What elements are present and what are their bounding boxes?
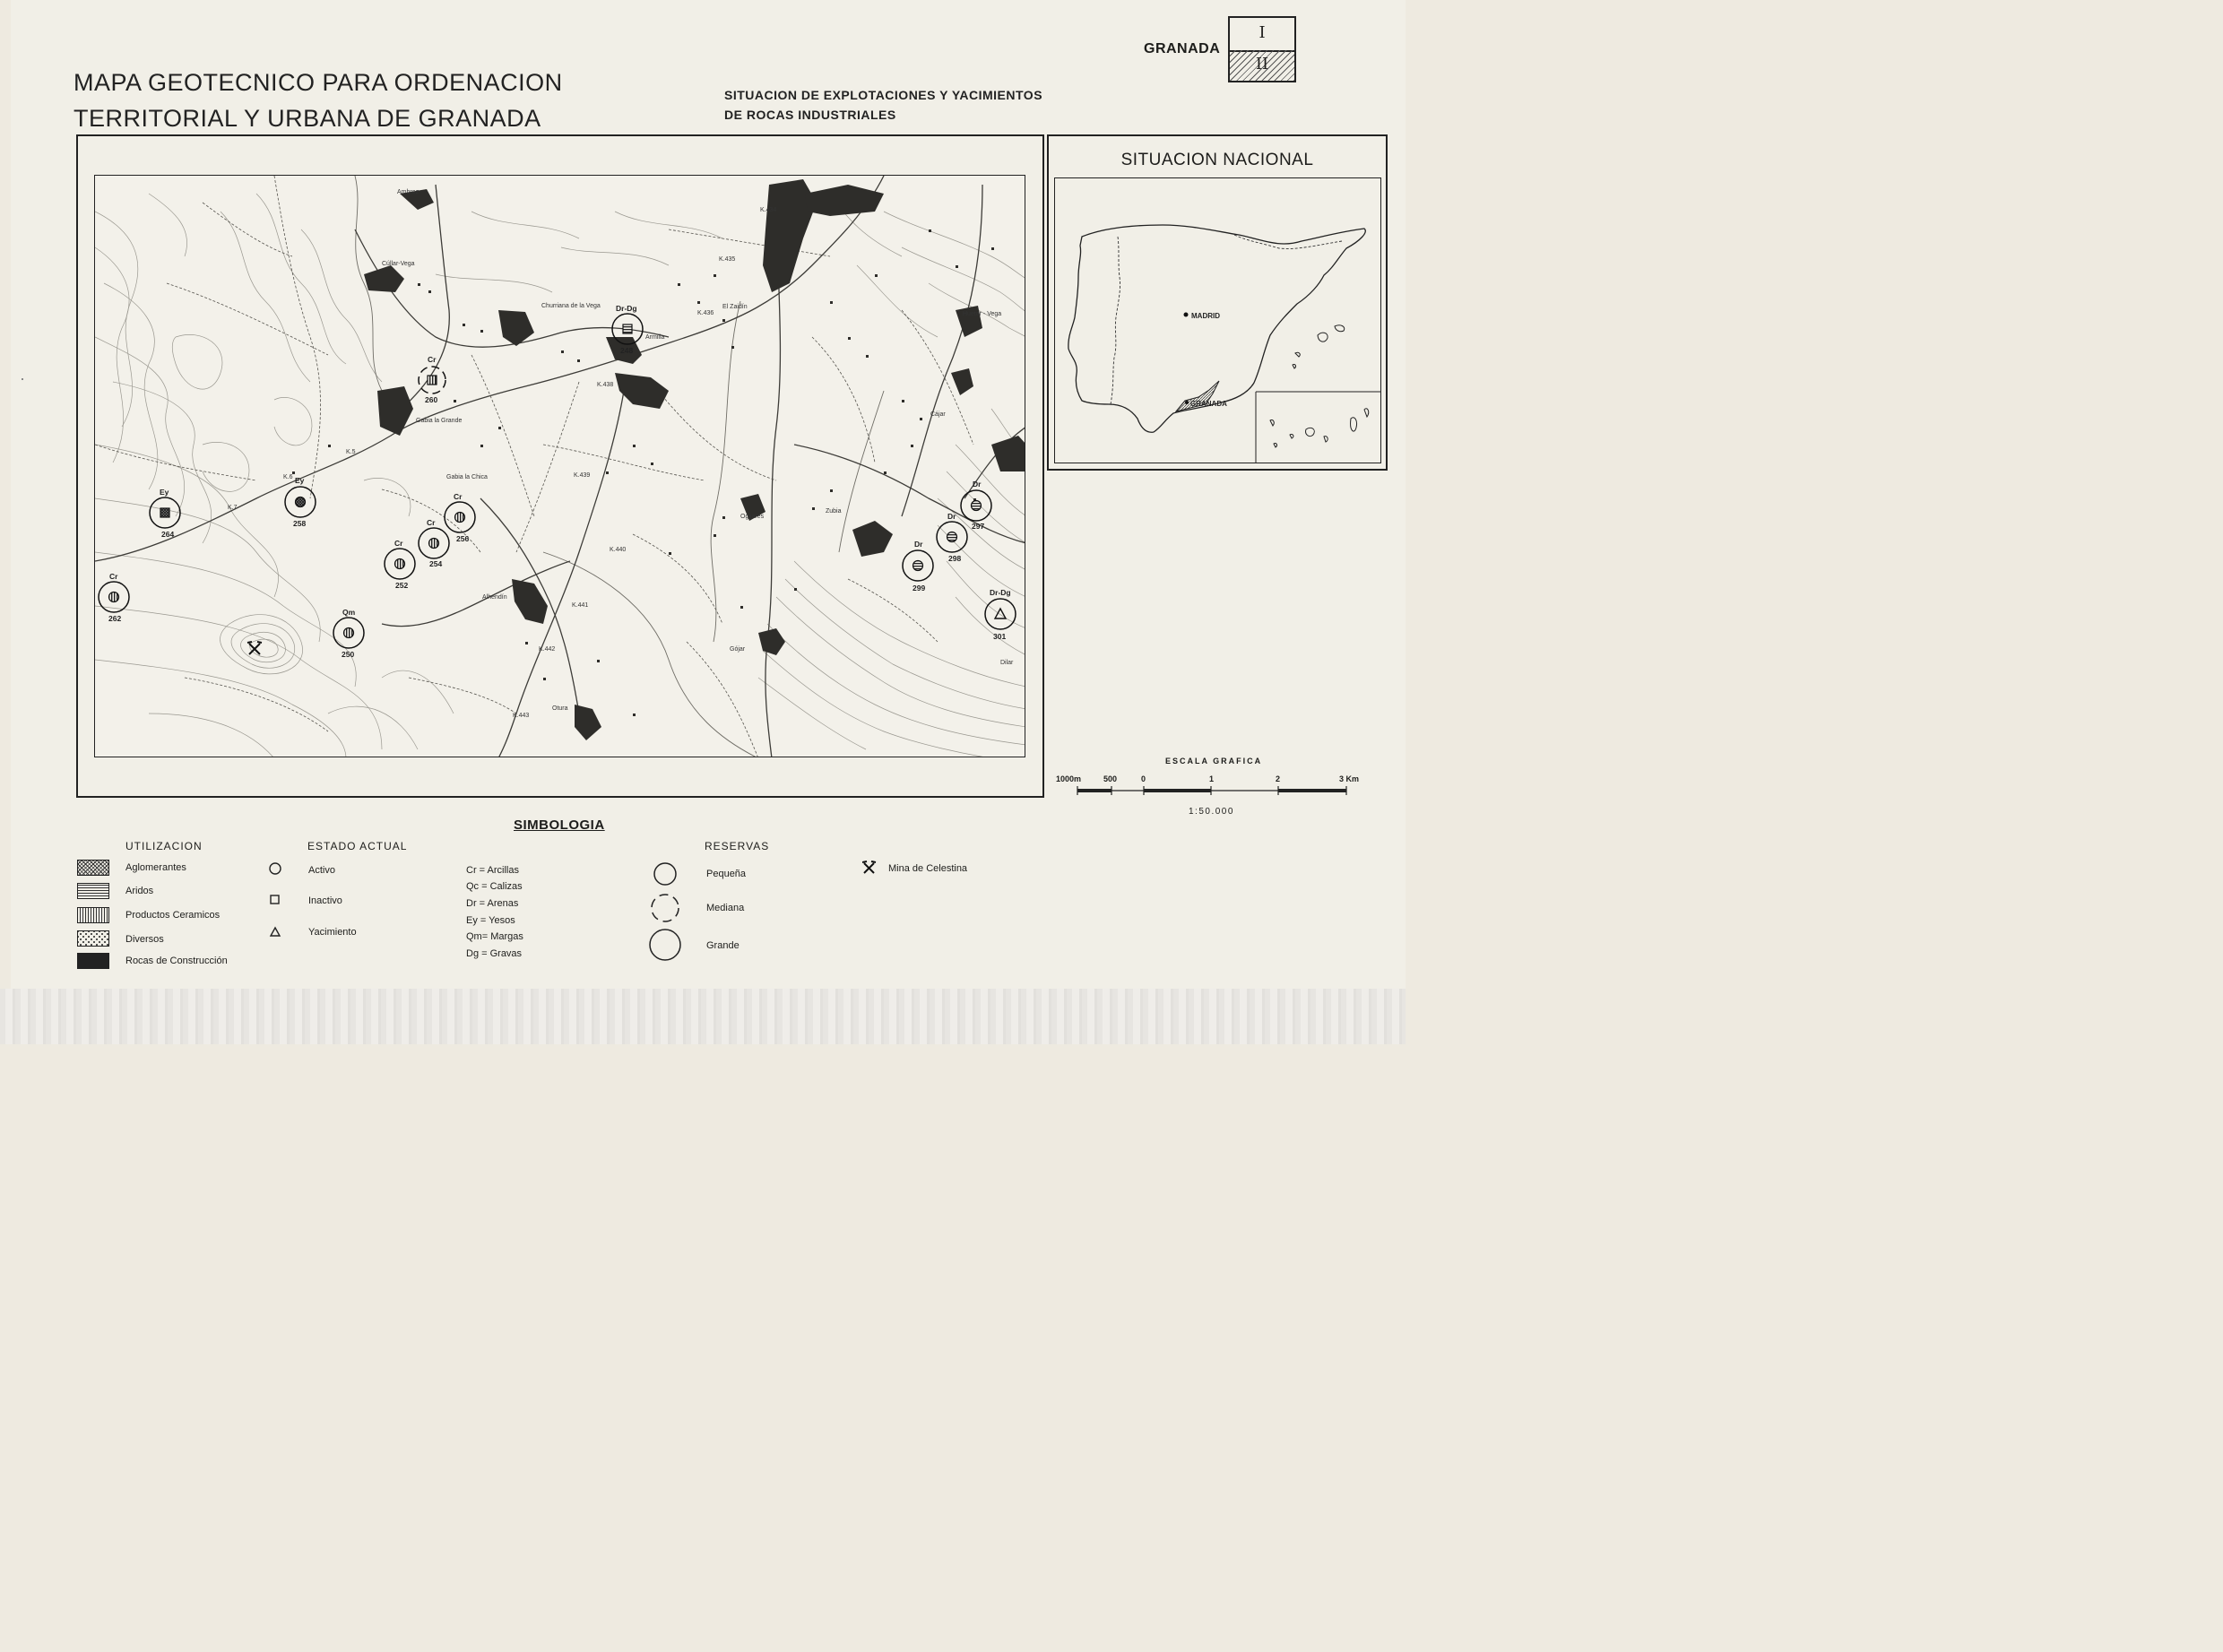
zubia-block xyxy=(852,521,893,557)
label-huetor-vega: Huetor - Vega xyxy=(963,311,1002,317)
subtitle-line1: SITUACION DE EXPLOTACIONES Y YACIMIENTOS xyxy=(724,88,1043,102)
swatch-aglomerantes xyxy=(77,860,109,876)
label-alhendin: Alhendín xyxy=(482,594,507,601)
france-border xyxy=(1234,235,1342,248)
inset-map xyxy=(1054,177,1381,463)
grande-circle-icon xyxy=(650,930,680,960)
legend-inactivo: Inactivo xyxy=(308,895,342,906)
site-262-type: Cr xyxy=(109,572,118,581)
sheet-index-box xyxy=(1228,16,1296,82)
site-248-number: 248 xyxy=(620,346,634,355)
map-subtitle xyxy=(724,85,1042,125)
portugal-border xyxy=(1111,237,1120,404)
legend-yacimiento: Yacimiento xyxy=(308,927,357,938)
label-k435: K.435 xyxy=(719,256,736,263)
abbr-arenas: Dr = Arenas xyxy=(466,898,519,909)
legend-activo: Activo xyxy=(308,865,335,876)
legend-aglomerantes: Aglomerantes xyxy=(125,862,186,873)
site-260[interactable] xyxy=(419,355,445,404)
place-labels xyxy=(228,189,1014,719)
otura-block xyxy=(575,705,601,740)
site-250-number: 250 xyxy=(342,650,355,659)
legend-pequena: Pequeña xyxy=(706,869,747,879)
iberia-map-svg xyxy=(1055,178,1381,463)
legend-reservas-heading: RESERVAS xyxy=(705,840,770,852)
map-title xyxy=(74,65,563,136)
armilla-block-2 xyxy=(615,373,669,409)
site-254-type: Cr xyxy=(427,518,436,527)
site-254-number: 254 xyxy=(429,559,443,568)
site-252-type: Cr xyxy=(394,539,403,548)
legend-grande: Grande xyxy=(706,940,740,951)
site-264-number: 264 xyxy=(161,530,175,539)
site-299-number: 299 xyxy=(913,584,926,592)
canary-islands xyxy=(1270,409,1369,447)
abbr-margas: Qm= Margas xyxy=(466,931,523,942)
canary-box xyxy=(1256,392,1381,463)
label-cajar: Cájar xyxy=(930,411,946,418)
inactivo-square-icon xyxy=(271,895,279,904)
granada-north-block xyxy=(805,185,884,216)
site-297-type: Dr xyxy=(973,480,982,489)
rivers xyxy=(355,176,884,757)
abbr-gravas: Dg = Gravas xyxy=(466,948,523,959)
label-gabia-chica: Gabia la Chica xyxy=(446,474,488,480)
legend-utilizacion-heading: UTILIZACION xyxy=(125,840,203,852)
site-252[interactable] xyxy=(385,539,415,590)
site-260-type: Cr xyxy=(428,355,437,364)
map-title-line1: MAPA GEOTECNICO PARA ORDENACION xyxy=(74,69,563,96)
legend-aridos: Aridos xyxy=(125,886,154,896)
abbr-yesos: Ey = Yesos xyxy=(466,915,515,926)
swatch-aridos xyxy=(77,883,109,899)
label-k443: K.443 xyxy=(513,713,530,719)
legend-diversos: Diversos xyxy=(125,934,164,945)
site-258[interactable] xyxy=(285,476,316,528)
swatch-rocas-construccion xyxy=(77,953,109,969)
pickaxe-icon xyxy=(862,861,877,875)
granada-dot xyxy=(1185,401,1189,404)
yacimiento-triangle-icon xyxy=(271,928,280,936)
label-k438: K.438 xyxy=(597,382,614,388)
label-zubia: Zubia xyxy=(826,508,842,515)
label-k439: K.439 xyxy=(574,472,591,479)
site-301-type: Dr-Dg xyxy=(990,588,1011,597)
site-254[interactable] xyxy=(419,518,449,568)
scale-ratio: 1:50.000 xyxy=(1189,807,1234,817)
swatch-productos-ceramicos xyxy=(77,907,109,923)
site-256-type: Cr xyxy=(454,492,463,501)
subtitle-line2: DE ROCAS INDUSTRIALES xyxy=(724,108,896,122)
pequena-circle-icon xyxy=(654,863,676,885)
label-ambroz: Ambroz xyxy=(397,189,420,195)
label-el-zaidin: El Zaidín xyxy=(722,304,748,310)
scale-tick-3km: 3 Km xyxy=(1339,774,1360,783)
legend-title: SIMBOLOGIA xyxy=(514,817,605,833)
label-otura: Otura xyxy=(552,705,568,712)
roads xyxy=(95,176,1025,757)
site-264-type: Ey xyxy=(160,488,169,497)
legend-productos-ceramicos: Productos Ceramicos xyxy=(125,910,221,921)
swatch-diversos xyxy=(77,930,109,947)
granada-inset-label: GRANADA xyxy=(1190,400,1227,408)
legend-mina-celestina: Mina de Celestina xyxy=(888,863,968,874)
site-262-number: 262 xyxy=(108,614,122,623)
label-k6: K.6 xyxy=(283,474,293,480)
inset-title: SITUACION NACIONAL xyxy=(1120,151,1314,169)
site-299-type: Dr xyxy=(914,540,923,549)
scale-tick-0: 0 xyxy=(1141,774,1146,783)
label-k5: K.5 xyxy=(346,449,356,455)
cullar-vega-block xyxy=(364,265,404,292)
label-churriana: Churriana de la Vega xyxy=(541,303,601,309)
scale-tick-1: 1 xyxy=(1209,774,1215,783)
site-258-type: Ey xyxy=(295,476,305,485)
label-k441: K.441 xyxy=(572,602,589,609)
site-297-number: 297 xyxy=(972,522,985,531)
site-297[interactable] xyxy=(961,480,991,531)
label-k440: K.440 xyxy=(610,547,627,553)
site-256[interactable] xyxy=(445,492,475,543)
site-298[interactable] xyxy=(937,512,967,563)
label-gabia-grande: Gabia la Grande xyxy=(416,418,463,424)
map-title-line2: TERRITORIAL Y URBANA DE GRANADA xyxy=(74,105,541,132)
cajar-block xyxy=(951,368,973,395)
mina-celestina-map-icon xyxy=(247,642,262,654)
mediana-dashed-circle-icon xyxy=(652,895,679,921)
site-256-number: 256 xyxy=(456,534,470,543)
scale-tick-500: 500 xyxy=(1103,774,1118,783)
legend-mediana: Mediana xyxy=(706,903,745,913)
site-250-type: Qm xyxy=(342,608,356,617)
abbr-calizas: Qc = Calizas xyxy=(466,881,523,892)
label-cullar-vega: Cúllar-Vega xyxy=(382,261,415,267)
label-k434: K.434 xyxy=(760,207,777,213)
province-label: GRANADA xyxy=(1144,41,1221,56)
settlements xyxy=(364,179,1025,740)
label-dilar: Dilar xyxy=(1000,660,1014,666)
scale-title: ESCALA GRAFICA xyxy=(1165,757,1263,765)
abbr-arcillas: Cr = Arcillas xyxy=(466,865,519,876)
site-250[interactable] xyxy=(333,608,364,659)
label-ogijares: Ogijares xyxy=(740,514,765,520)
site-252-number: 252 xyxy=(395,581,409,590)
label-k436: K.436 xyxy=(697,310,714,316)
madrid-label: MADRID xyxy=(1191,312,1220,320)
scale-tick-1000m: 1000m xyxy=(1056,774,1082,783)
dilar-block xyxy=(991,436,1025,471)
main-map-svg xyxy=(95,176,1025,757)
balearic-islands xyxy=(1293,325,1345,368)
reservas-symbols xyxy=(647,859,687,963)
legend-estado-heading: ESTADO ACTUAL xyxy=(307,840,408,852)
site-299[interactable] xyxy=(903,540,933,592)
scan-bottom-strip xyxy=(0,989,1406,1044)
label-armilla: Armilla xyxy=(645,334,665,341)
sheet-index-top: I xyxy=(1230,18,1294,52)
legend-rocas-construccion: Rocas de Construcción xyxy=(125,956,228,966)
site-262[interactable] xyxy=(99,572,129,623)
scattered-buildings xyxy=(292,229,994,716)
site-248-type: Dr-Dg xyxy=(616,304,637,313)
site-264[interactable] xyxy=(150,488,180,539)
site-258-number: 258 xyxy=(293,519,307,528)
sheet-index-bottom-selected: II xyxy=(1230,50,1294,81)
estado-symbols xyxy=(267,861,285,941)
gojar-block xyxy=(758,628,785,655)
activo-circle-icon xyxy=(270,863,281,874)
label-gojar: Gójar xyxy=(730,646,746,653)
scale-tick-2: 2 xyxy=(1276,774,1281,783)
label-k442: K.442 xyxy=(539,646,556,653)
tracks xyxy=(95,176,973,757)
main-map xyxy=(94,175,1025,757)
gabia-grande-block xyxy=(377,386,413,436)
site-301-number: 301 xyxy=(993,632,1007,641)
site-298-number: 298 xyxy=(948,554,962,563)
scan-speck xyxy=(22,378,23,380)
madrid-dot xyxy=(1184,313,1189,317)
site-298-type: Dr xyxy=(947,512,956,521)
site-260-number: 260 xyxy=(425,395,438,404)
scale-bar xyxy=(1072,785,1350,798)
label-k7: K.7 xyxy=(228,505,238,511)
